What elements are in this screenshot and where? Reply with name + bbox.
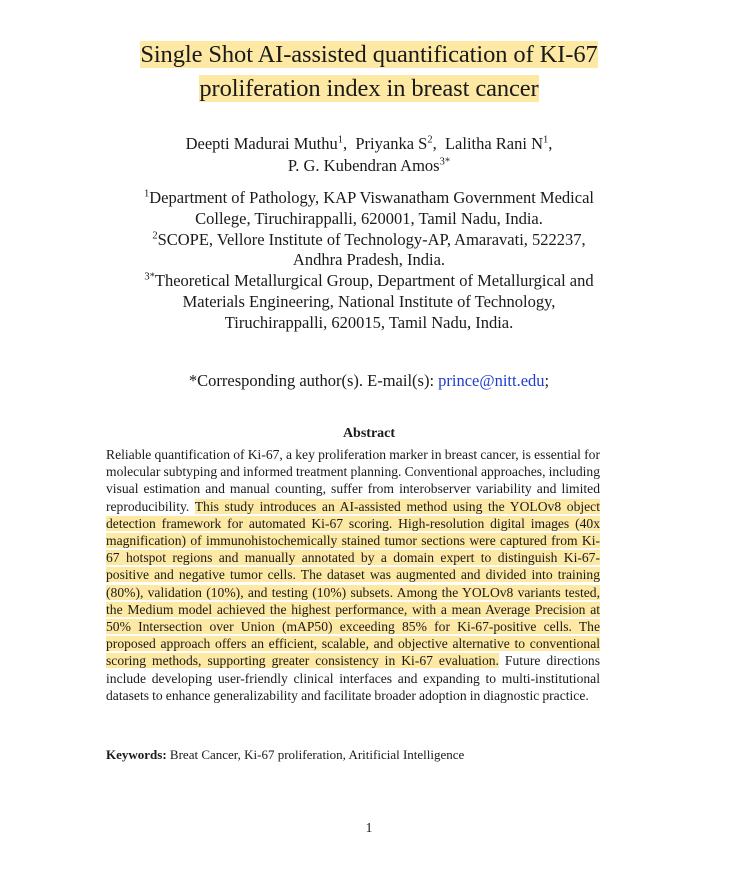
author-affiliation-mark: 1: [337, 134, 343, 146]
abstract-text: [106, 446, 600, 704]
affiliation-mark: 3*: [144, 271, 155, 283]
affiliation-line: Andhra Pradesh, India.: [292, 250, 446, 270]
affiliation-2: [60, 230, 678, 272]
abstract-highlighted-text: This study introduces an AI-assisted method using the YOLOv8 object detection framework for automated Ki-67 scoring. High-resolution digital images (40x magnification) of immunohistochemically stained tumor sections were captured from Ki-67 hotspot regions and manually annotated by a domain expert to distinguish Ki-67-positive and negative tumor cells. The dataset was augmented and divided into training (80%), validation (10%), and testing (10%) subsets. Among the YOLOv8 variants tested, the Medium model achieved the highest performance, with a mean Average Precision at 50% Intersection over Union (mAP50) exceeding 85% for Ki-67-positive cells. The proposed approach offers an efficient, scalable, and objective alternative to conventional scoring methods, supporting greater consistency in Ki-67 evaluation.: [106, 498, 600, 669]
abstract-intro: Reliable quantification of Ki-67, a key proliferation marker in breast cancer, is essential for molecular subtyping and informed treatment planning. Conventional approaches, including visual estimation and manual counting, suffer from interobserver variability and limited reproducibility.: [106, 447, 600, 514]
affiliation-line: Tiruchirappalli, 620015, Tamil Nadu, India.: [224, 312, 514, 332]
page-number: 1: [365, 821, 373, 836]
affiliation-3: [60, 271, 678, 333]
keywords-label: Keywords:: [106, 747, 167, 762]
affiliation-list: [60, 188, 678, 334]
affiliation-mark: 1: [144, 188, 150, 200]
abstract-future-work: Future directions include developing user-friendly clinical interfaces and expanding to multi-institutional datasets to enhance generalizability and facilitate broader adoption in diagnostic practice.: [106, 653, 601, 703]
author-name: Priyanka S: [355, 134, 428, 153]
corresponding-label: *Corresponding author(s). E-mail(s):: [188, 371, 439, 390]
author-affiliation-mark: 1: [543, 134, 549, 146]
affiliation-line: SCOPE, Vellore Institute of Technology-AP, Amaravati, 522237,: [157, 229, 586, 249]
author-separator: ,: [432, 134, 437, 153]
abstract-heading: Abstract: [342, 426, 396, 441]
email-link[interactable]: prince@nitt.edu: [438, 371, 545, 390]
author-name: Deepti Madurai Muthu: [185, 134, 338, 153]
author-affiliation-mark: 2: [427, 134, 433, 146]
affiliation-line: Materials Engineering, National Institute of Technology,: [182, 291, 556, 311]
affiliation-1: [60, 188, 678, 230]
author-name: Lalitha Rani N: [444, 134, 544, 153]
corresponding-suffix: ;: [544, 371, 550, 390]
title-line-2: proliferation index in breast cancer: [199, 75, 539, 102]
affiliation-line: College, Tiruchirappalli, 620001, Tamil Nadu, India.: [195, 208, 543, 228]
author-list: [60, 133, 678, 177]
keywords-text: Breat Cancer, Ki-67 proliferation, Aritificial Intelligence: [166, 747, 465, 762]
corresponding-author: [60, 370, 678, 392]
author-separator: ,: [342, 134, 348, 153]
author-affiliation-mark: 3*: [439, 156, 451, 168]
affiliation-mark: 2: [152, 230, 158, 242]
affiliation-line: Department of Pathology, KAP Viswanatham Government Medical: [149, 188, 594, 207]
keywords: [106, 746, 626, 763]
paper-title: [60, 38, 678, 106]
title-line-1: Single Shot AI-assisted quantification of KI-67: [140, 41, 598, 68]
affiliation-line: Theoretical Metallurgical Group, Department of Metallurgical and: [154, 271, 594, 291]
author-separator: ,: [548, 134, 553, 153]
author-name: P. G. Kubendran Amos: [287, 156, 440, 175]
